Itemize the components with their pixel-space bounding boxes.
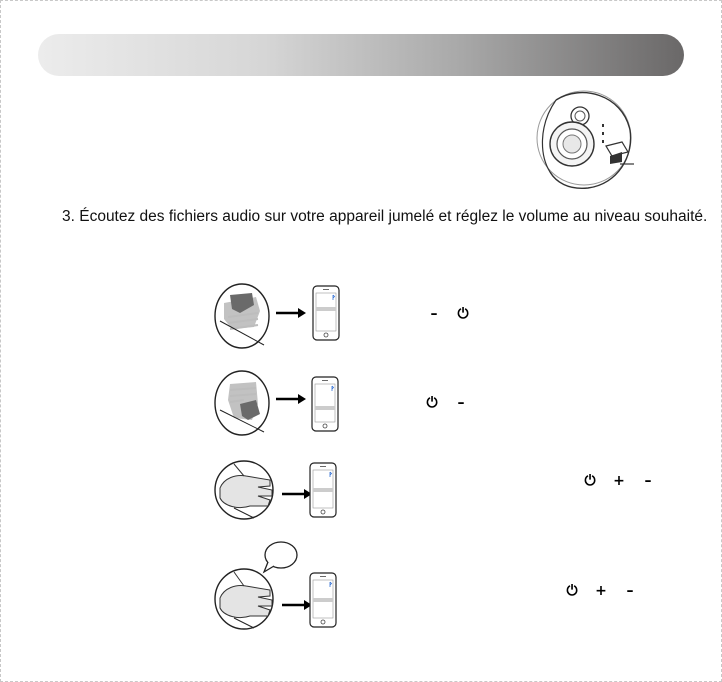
button-combo	[424, 395, 469, 411]
speaker-illustration	[526, 86, 636, 194]
power-icon: ⏻	[584, 473, 596, 489]
instruction-step-3: 3. Écoutez des fichiers audio sur votre appareil jumelé et réglez le volume au niveau souhaité.	[62, 208, 708, 225]
plus-icon: +	[595, 583, 607, 599]
swipe-down-gesture-icon	[214, 283, 270, 349]
minus-icon: –	[626, 583, 634, 599]
palm-press-gesture-icon	[214, 460, 276, 520]
button-combo	[564, 583, 638, 599]
arrow-right-icon	[276, 392, 306, 406]
power-icon: ⏻	[457, 306, 469, 322]
minus-icon: –	[430, 306, 438, 322]
phone-icon	[312, 285, 340, 341]
phone-icon	[309, 462, 337, 518]
arrow-right-icon	[282, 598, 312, 612]
swipe-up-gesture-icon	[214, 370, 270, 436]
section-header-bar	[38, 34, 684, 76]
phone-icon	[309, 572, 337, 628]
plus-icon: +	[613, 473, 625, 489]
phone-icon	[311, 376, 339, 432]
minus-icon: –	[457, 395, 465, 411]
button-combo	[426, 306, 471, 322]
minus-icon: –	[644, 473, 652, 489]
power-icon: ⏻	[426, 395, 438, 411]
power-icon: ⏻	[566, 583, 578, 599]
button-combo	[582, 473, 656, 489]
arrow-right-icon	[282, 487, 312, 501]
palm-hold-gesture-icon	[214, 568, 276, 630]
arrow-right-icon	[276, 306, 306, 320]
